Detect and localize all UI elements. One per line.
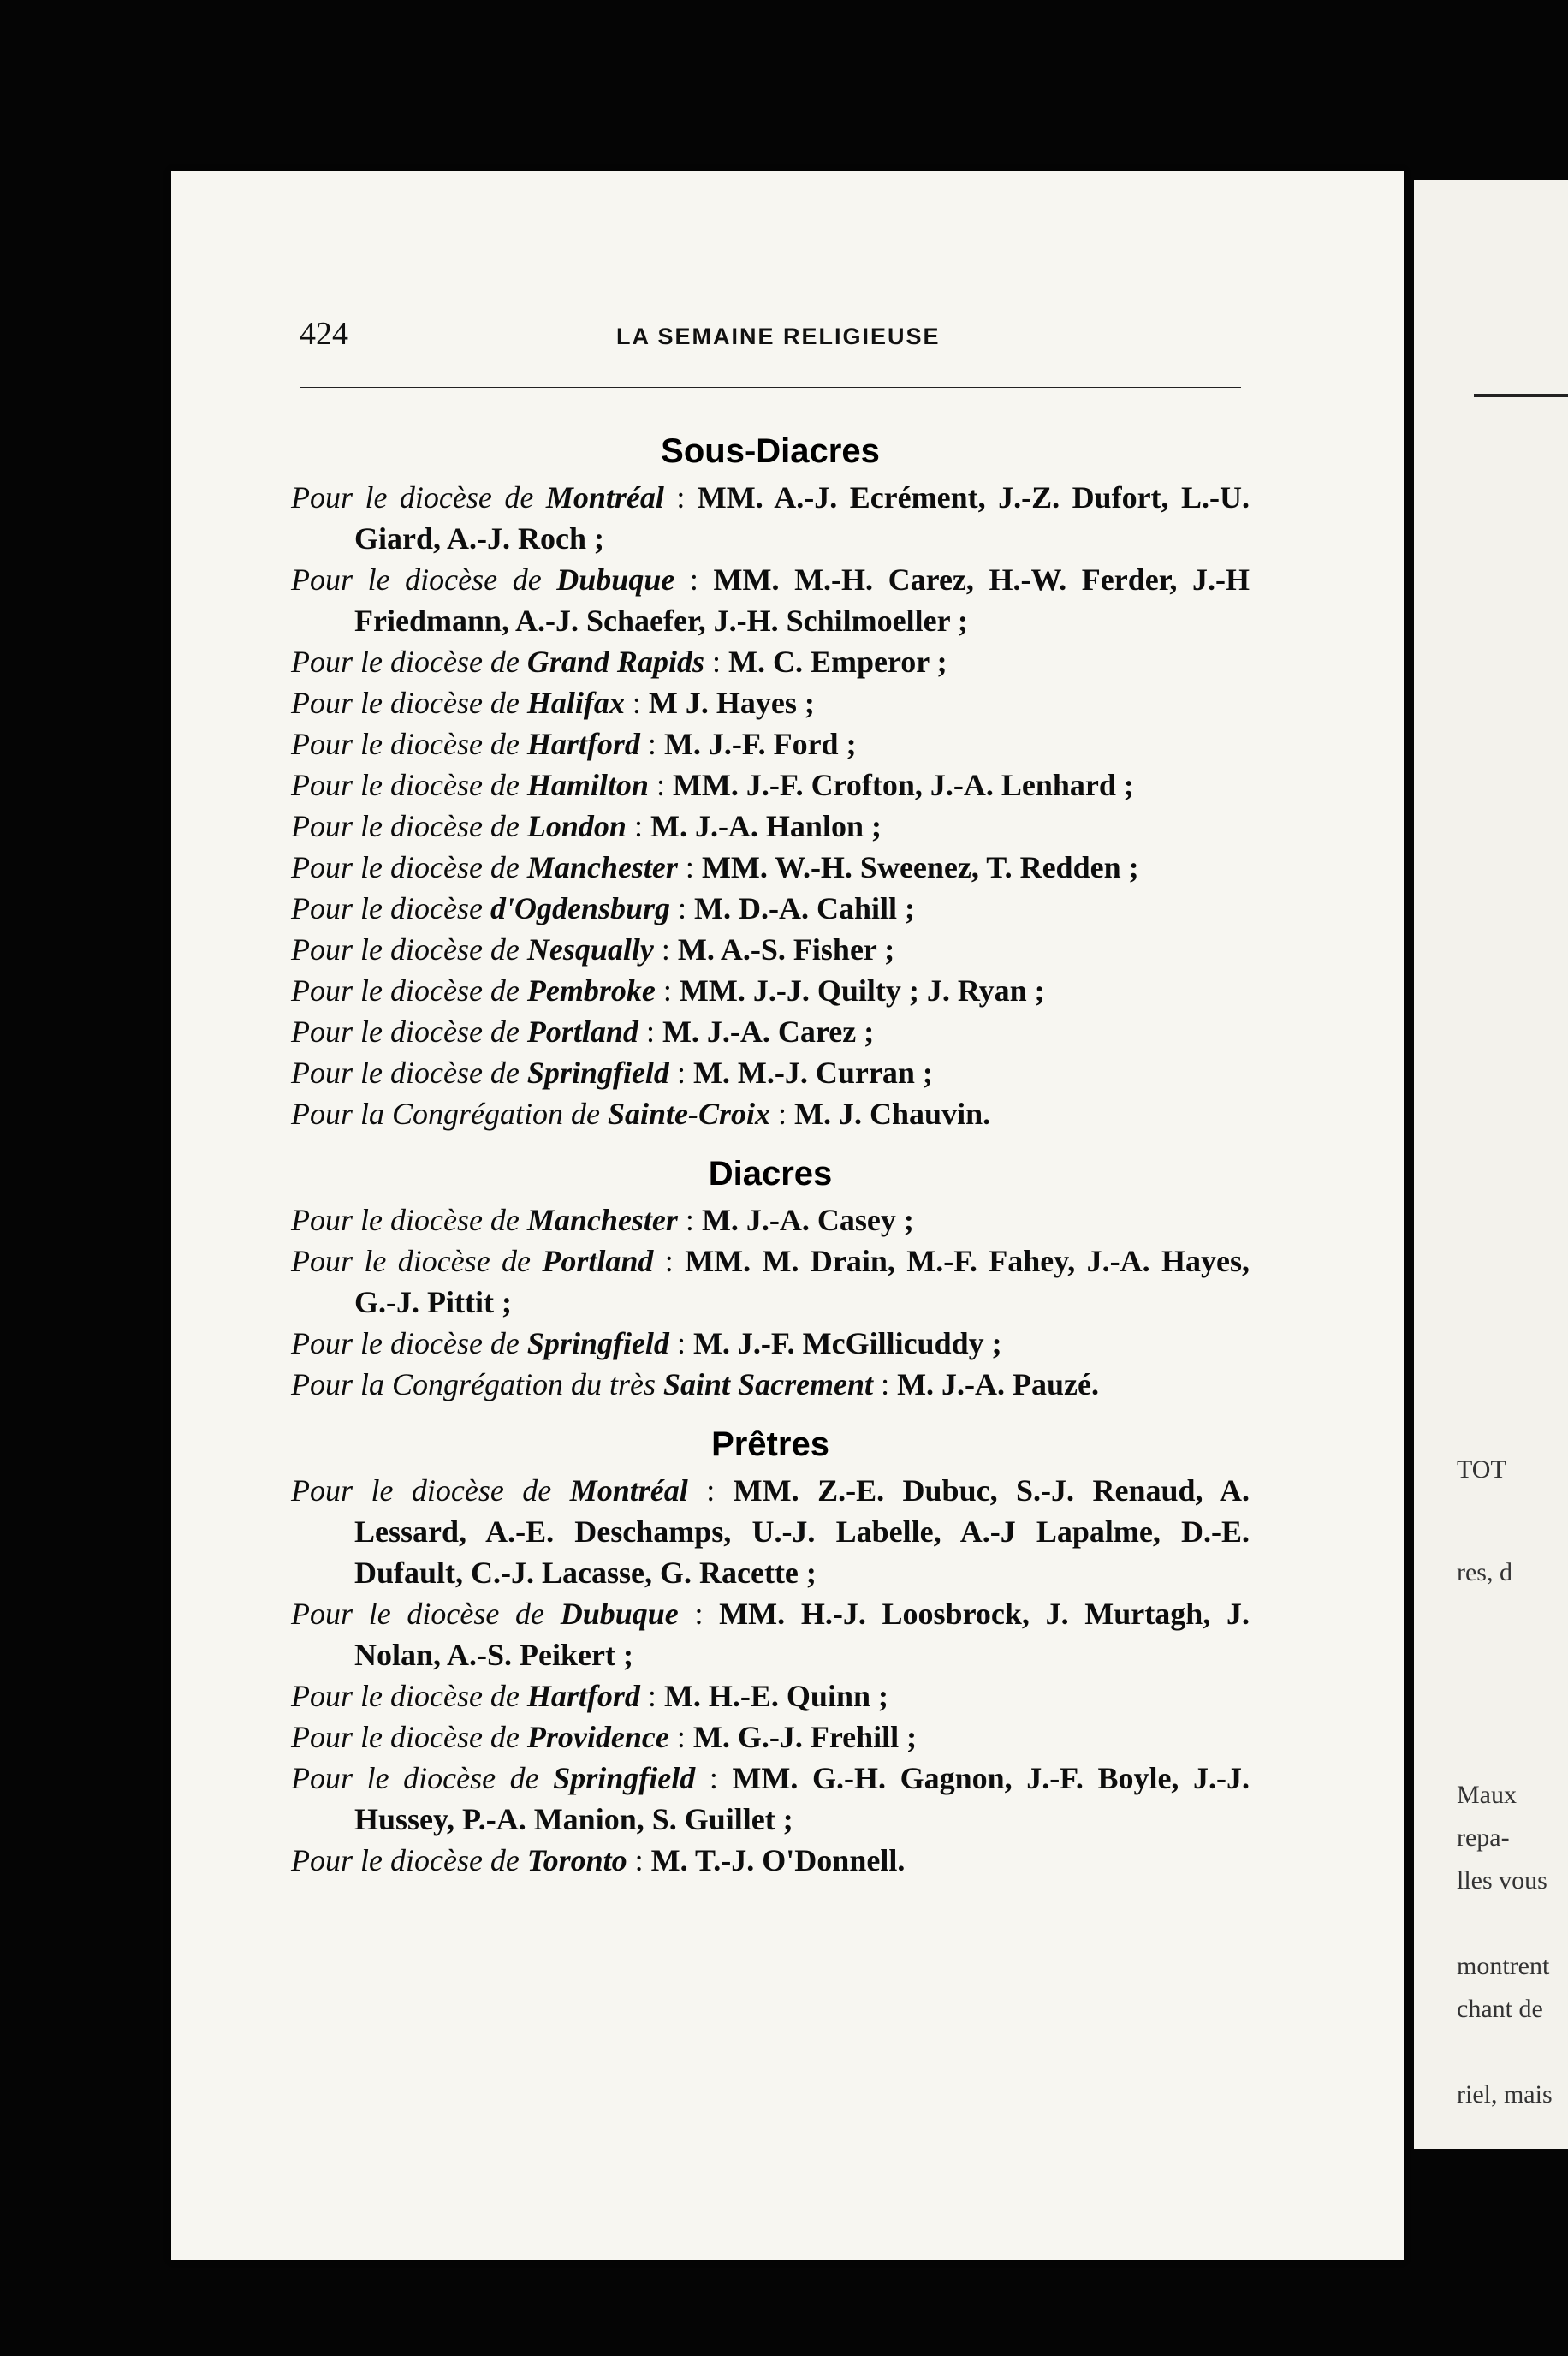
adjacent-page-fragment: lles vous bbox=[1457, 1866, 1547, 1895]
diocese-name: Halifax bbox=[526, 686, 625, 720]
diocese-name: Toronto bbox=[526, 1843, 627, 1877]
ordination-entry: Pour le diocèse de Providence : M. G.-J. Frehill ; bbox=[291, 1720, 918, 1754]
ordinand-names: MM. M. Drain, M.-F. Fahey, J.-A. Hayes, G.-J. Pittit ; bbox=[354, 1244, 1250, 1319]
diocese-name: Dubuque bbox=[556, 562, 675, 597]
ordinand-names: M J. Hayes ; bbox=[648, 686, 815, 720]
ordinand-names: M. G.-J. Frehill ; bbox=[692, 1720, 918, 1754]
diocese-intro: Pour le diocèse de bbox=[291, 1843, 520, 1877]
page-header bbox=[300, 315, 1241, 358]
ordination-entry: Pour le diocèse de Portland : MM. M. Drain, M.-F. Fahey, J.-A. Hayes, G.-J. Pittit ; bbox=[291, 1244, 1250, 1319]
section-gap bbox=[291, 1134, 1250, 1146]
diocese-intro: Pour le diocèse de bbox=[291, 850, 520, 884]
diocese-intro: Pour le diocèse de bbox=[291, 1473, 552, 1508]
adjacent-page-fragment: TOT bbox=[1457, 1455, 1506, 1484]
ordinand-names: M. C. Emperor ; bbox=[728, 645, 947, 679]
adjacent-page-fragment: chant de bbox=[1457, 1995, 1543, 2023]
diocese-intro: Pour le diocèse de bbox=[291, 1244, 532, 1278]
diocese-intro: Pour le diocèse de bbox=[291, 727, 520, 761]
ordinand-names: MM. J.-J. Quilty ; J. Ryan ; bbox=[679, 973, 1045, 1008]
ordinand-names: MM. J.-F. Crofton, J.-A. Lenhard ; bbox=[672, 768, 1134, 802]
ordination-entry: Pour le diocèse de Manchester : M. J.-A. Casey ; bbox=[291, 1203, 914, 1237]
diocese-name: Hamilton bbox=[526, 768, 649, 802]
ordinand-names: MM. G.-H. Gagnon, J.-F. Boyle, J.-J. Hussey, P.-A. Manion, S. Guillet ; bbox=[354, 1761, 1250, 1836]
diocese-intro: Pour le diocèse de bbox=[291, 686, 520, 720]
ordination-entry: Pour le diocèse de Springfield : M. M.-J. Curran ; bbox=[291, 1056, 933, 1090]
ordinand-names: M. J.-A. Carez ; bbox=[662, 1014, 875, 1049]
diocese-intro: Pour le diocèse de bbox=[291, 645, 520, 679]
diocese-name: d'Ogdensburg bbox=[490, 891, 670, 925]
running-head: LA SEMAINE RELIGIEUSE bbox=[616, 324, 941, 349]
diocese-name: Montréal bbox=[545, 480, 664, 515]
diocese-name: London bbox=[526, 809, 627, 843]
diocese-intro: Pour le diocèse de bbox=[291, 1056, 520, 1090]
ordination-entry: Pour le diocèse de Grand Rapids : M. C. Emperor ; bbox=[291, 645, 947, 679]
diocese-intro: Pour le diocèse de bbox=[291, 480, 534, 515]
adjacent-page-fragment: Maux bbox=[1457, 1781, 1517, 1809]
ordination-entry: Pour le diocèse de Dubuque : MM. M.-H. Carez, H.-W. Ferder, J.-H Friedmann, A.-J. Schaefer, J.-H. Schilmoeller ; bbox=[291, 562, 1250, 638]
ordinand-names: MM. A.-J. Ecrément, J.-Z. Dufort, L.-U. Giard, A.-J. Roch ; bbox=[354, 480, 1250, 556]
diocese-intro: Pour le diocèse bbox=[291, 891, 483, 925]
diocese-name: Sainte-Croix bbox=[607, 1097, 771, 1131]
ordination-entry: Pour le diocèse de Hartford : M. H.-E. Quinn ; bbox=[291, 1679, 888, 1713]
ordinand-names: MM. Z.-E. Dubuc, S.-J. Renaud, A. Lessard, A.-E. Deschamps, U.-J. Labelle, A.-J Lapalme, D.-E. Dufault, C.-J. Lacasse, G. Racette ; bbox=[354, 1473, 1250, 1590]
diocese-intro: Pour la Congrégation de bbox=[291, 1097, 600, 1131]
diocese-name: Nesqually bbox=[526, 932, 654, 967]
ordinand-names: M. T.-J. O'Donnell. bbox=[650, 1843, 906, 1877]
ordination-entry: Pour le diocèse de Manchester : MM. W.-H. Sweenez, T. Redden ; bbox=[291, 850, 1139, 884]
diocese-name: Springfield bbox=[526, 1326, 669, 1360]
ordination-entry: Pour le diocèse de Halifax : M J. Hayes ; bbox=[291, 686, 815, 720]
diocese-name: Manchester bbox=[526, 850, 678, 884]
diocese-intro: Pour le diocèse de bbox=[291, 1679, 520, 1713]
diocese-intro: Pour le diocèse de bbox=[291, 1720, 520, 1754]
diocese-name: Montréal bbox=[569, 1473, 688, 1508]
ordination-entry: Pour le diocèse de Portland : M. J.-A. Carez ; bbox=[291, 1014, 875, 1049]
section-gap bbox=[291, 1405, 1250, 1417]
diocese-intro: Pour le diocèse de bbox=[291, 1761, 539, 1795]
ordinand-names: M. A.-S. Fisher ; bbox=[677, 932, 895, 967]
ordination-entry: Pour le diocèse de Nesqually : M. A.-S. Fisher ; bbox=[291, 932, 895, 967]
diocese-name: Dubuque bbox=[560, 1597, 679, 1631]
ordinand-names: MM. M.-H. Carez, H.-W. Ferder, J.-H Friedmann, A.-J. Schaefer, J.-H. Schilmoeller ; bbox=[354, 562, 1250, 638]
ordination-entry: Pour la Congrégation du très Saint Sacrement : M. J.-A. Pauzé. bbox=[291, 1367, 1100, 1401]
ordinand-names: M. D.-A. Cahill ; bbox=[694, 891, 915, 925]
ordination-entry: Pour le diocèse de Dubuque : MM. H.-J. Loosbrock, J. Murtagh, J. Nolan, A.-S. Peikert ; bbox=[291, 1597, 1250, 1672]
ordination-entry: Pour le diocèse de Pembroke : MM. J.-J. Quilty ; J. Ryan ; bbox=[291, 973, 1045, 1008]
diocese-intro: Pour le diocèse de bbox=[291, 562, 542, 597]
ordinand-names: MM. H.-J. Loosbrock, J. Murtagh, J. Nolan, A.-S. Peikert ; bbox=[354, 1597, 1250, 1672]
diocese-intro: Pour le diocèse de bbox=[291, 1326, 520, 1360]
diocese-intro: Pour le diocèse de bbox=[291, 809, 520, 843]
ordinand-names: M. J. Chauvin. bbox=[794, 1097, 991, 1131]
page-number: 424 bbox=[300, 316, 348, 352]
diocese-name: Portland bbox=[542, 1244, 654, 1278]
document-page bbox=[171, 171, 1404, 2260]
ordination-entry: Pour le diocèse de Montréal : MM. Z.-E. Dubuc, S.-J. Renaud, A. Lessard, A.-E. Deschamps, U.-J. Labelle, A.-J Lapalme, D.-E. Dufault, C.-J. Lacasse, G. Racette ; bbox=[291, 1473, 1250, 1590]
section-title: Prêtres bbox=[711, 1425, 829, 1463]
section-title: Sous-Diacres bbox=[661, 432, 880, 470]
adjacent-page bbox=[1414, 180, 1568, 2149]
diocese-name: Pembroke bbox=[526, 973, 656, 1008]
ordinand-names: M. J.-A. Hanlon ; bbox=[650, 809, 882, 843]
ordination-list bbox=[291, 424, 1250, 1881]
diocese-name: Portland bbox=[526, 1014, 638, 1049]
ordination-entry: Pour le diocèse de Hamilton : MM. J.-F. Crofton, J.-A. Lenhard ; bbox=[291, 768, 1134, 802]
ordinand-names: M. J.-A. Pauzé. bbox=[897, 1367, 1100, 1401]
adjacent-page-fragment: repa- bbox=[1457, 1824, 1510, 1852]
ordination-entry: Pour le diocèse de Hartford : M. J.-F. Ford ; bbox=[291, 727, 857, 761]
ordination-entry: Pour le diocèse d'Ogdensburg : M. D.-A. Cahill ; bbox=[291, 891, 915, 925]
diocese-name: Springfield bbox=[526, 1056, 669, 1090]
adjacent-page-fragment: riel, mais bbox=[1457, 2080, 1553, 2109]
diocese-name: Saint Sacrement bbox=[663, 1367, 874, 1401]
ordination-entry: Pour le diocèse de Toronto : M. T.-J. O'Donnell. bbox=[291, 1843, 906, 1877]
ordination-entry: Pour le diocèse de London : M. J.-A. Hanlon ; bbox=[291, 809, 882, 843]
diocese-intro: Pour le diocèse de bbox=[291, 973, 520, 1008]
diocese-intro: Pour le diocèse de bbox=[291, 768, 520, 802]
diocese-intro: Pour la Congrégation du très bbox=[291, 1367, 656, 1401]
diocese-intro: Pour le diocèse de bbox=[291, 1597, 545, 1631]
ordination-entry: Pour la Congrégation de Sainte-Croix : M. J. Chauvin. bbox=[291, 1097, 991, 1131]
ordination-entry: Pour le diocèse de Springfield : M. J.-F. McGillicuddy ; bbox=[291, 1326, 1002, 1360]
ordinand-names: M. J.-A. Casey ; bbox=[701, 1203, 914, 1237]
section-title: Diacres bbox=[708, 1155, 833, 1193]
ordinand-names: M. M.-J. Curran ; bbox=[692, 1056, 933, 1090]
header-divider bbox=[300, 387, 1241, 390]
adjacent-page-fragment: montrent bbox=[1457, 1952, 1550, 1980]
ordinand-names: M. J.-F. Ford ; bbox=[663, 727, 857, 761]
ordinand-names: M. H.-E. Quinn ; bbox=[663, 1679, 888, 1713]
diocese-name: Hartford bbox=[526, 727, 640, 761]
ordinand-names: MM. W.-H. Sweenez, T. Redden ; bbox=[701, 850, 1139, 884]
diocese-intro: Pour le diocèse de bbox=[291, 1014, 520, 1049]
diocese-name: Providence bbox=[526, 1720, 669, 1754]
adjacent-page-rule bbox=[1474, 394, 1568, 397]
diocese-name: Grand Rapids bbox=[526, 645, 704, 679]
adjacent-page-fragment: res, d bbox=[1457, 1558, 1512, 1586]
diocese-name: Hartford bbox=[526, 1679, 640, 1713]
diocese-name: Springfield bbox=[553, 1761, 696, 1795]
diocese-name: Manchester bbox=[526, 1203, 678, 1237]
ordination-entry: Pour le diocèse de Montréal : MM. A.-J. Ecrément, J.-Z. Dufort, L.-U. Giard, A.-J. Roch ; bbox=[291, 480, 1250, 556]
ordinand-names: M. J.-F. McGillicuddy ; bbox=[692, 1326, 1002, 1360]
diocese-intro: Pour le diocèse de bbox=[291, 1203, 520, 1237]
diocese-intro: Pour le diocèse de bbox=[291, 932, 520, 967]
ordination-entry: Pour le diocèse de Springfield : MM. G.-H. Gagnon, J.-F. Boyle, J.-J. Hussey, P.-A. Manion, S. Guillet ; bbox=[291, 1761, 1250, 1836]
